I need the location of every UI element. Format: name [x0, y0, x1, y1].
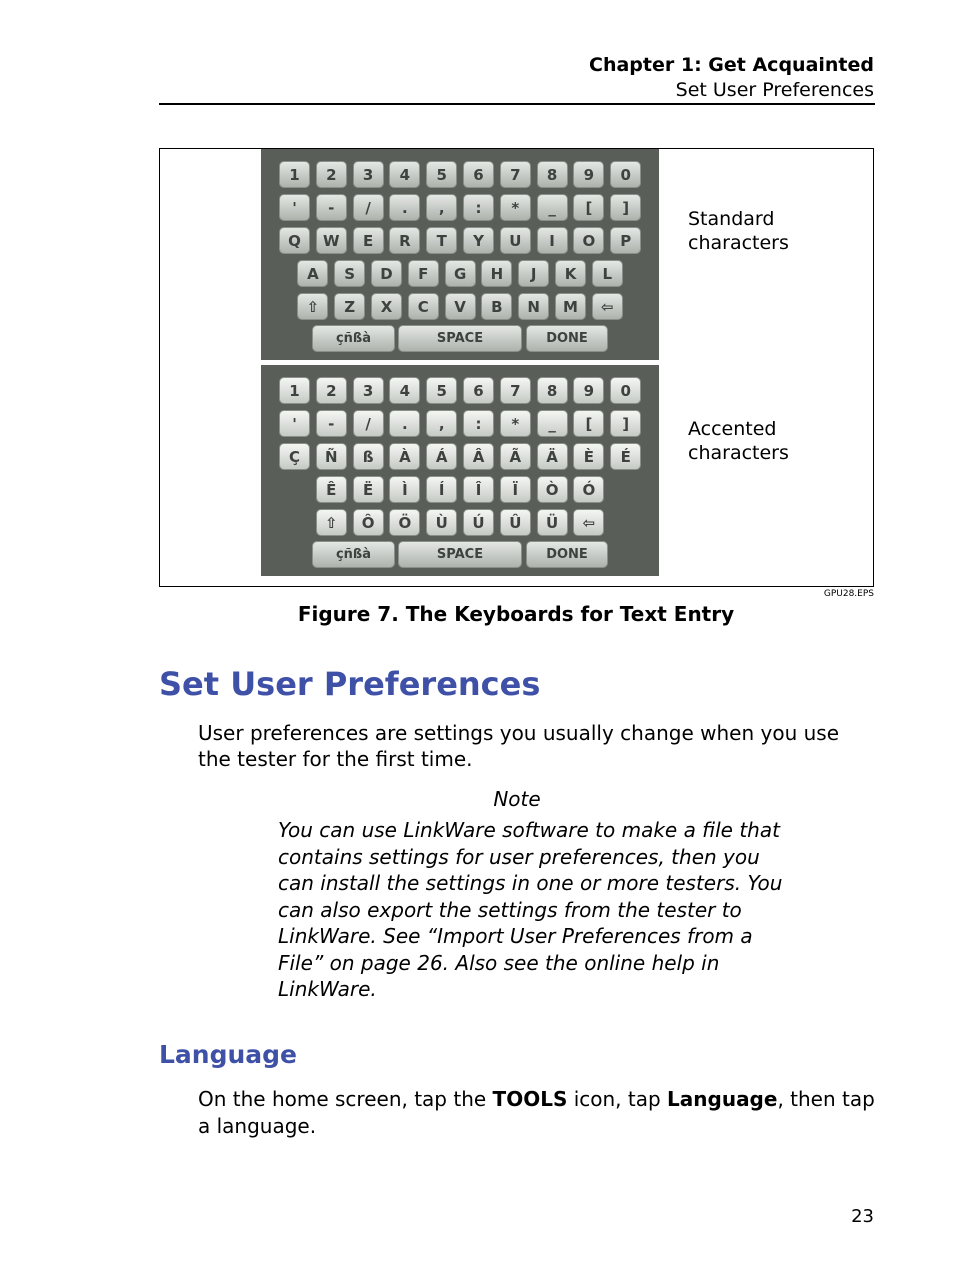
key: Á: [426, 443, 457, 470]
key: *: [500, 194, 531, 221]
key: ß: [353, 443, 384, 470]
key: 3: [353, 377, 384, 404]
key: W: [316, 227, 347, 254]
key: 9: [573, 161, 604, 188]
accents-key: çñßà: [312, 541, 395, 568]
key: Î: [463, 476, 494, 503]
key: 0: [610, 161, 641, 188]
backspace-key: ⇦: [592, 293, 623, 320]
key: T: [426, 227, 457, 254]
shift-key: ⇧: [316, 509, 347, 536]
key: U: [500, 227, 531, 254]
key: Ë: [353, 476, 384, 503]
key: P: [610, 227, 641, 254]
key: Ñ: [316, 443, 347, 470]
key: ]: [610, 194, 641, 221]
key: 1: [279, 161, 310, 188]
key: N: [518, 293, 549, 320]
key: _: [537, 410, 568, 437]
key: I: [537, 227, 568, 254]
key: 9: [573, 377, 604, 404]
running-header: [589, 52, 874, 102]
key: ': [279, 194, 310, 221]
key: /: [353, 194, 384, 221]
language-term: Language: [667, 1087, 778, 1111]
key: ]: [610, 410, 641, 437]
key: Q: [279, 227, 310, 254]
key: [: [573, 194, 604, 221]
key: Ò: [537, 476, 568, 503]
key: Y: [463, 227, 494, 254]
key: 4: [389, 161, 420, 188]
note-body: You can use LinkWare software to make a file that contains settings for user preferences, then you can install the settings in one or more testers. You can also export the settings from the tester to LinkWare. See “Import User Preferences from a File” on page 26. Also see the online help in LinkWare.: [278, 818, 783, 1001]
key: Ó: [573, 476, 604, 503]
key: .: [389, 410, 420, 437]
key: V: [445, 293, 476, 320]
key: [: [573, 410, 604, 437]
key: -: [316, 194, 347, 221]
key: 3: [353, 161, 384, 188]
key: 6: [463, 377, 494, 404]
key: F: [408, 260, 439, 287]
done-key: DONE: [526, 325, 608, 352]
heading-language: Language: [159, 1040, 298, 1069]
key: Ô: [353, 509, 384, 536]
key: O: [573, 227, 604, 254]
key: :: [463, 410, 494, 437]
key: À: [389, 443, 420, 470]
key: È: [573, 443, 604, 470]
done-key: DONE: [526, 541, 608, 568]
note-title: Note: [493, 787, 541, 811]
space-key: SPACE: [398, 325, 522, 352]
key: D: [371, 260, 402, 287]
key: J: [518, 260, 549, 287]
key: R: [389, 227, 420, 254]
space-key: SPACE: [398, 541, 522, 568]
key: *: [500, 410, 531, 437]
key: ': [279, 410, 310, 437]
key: 1: [279, 377, 310, 404]
figure-caption: Figure 7. The Keyboards for Text Entry: [297, 602, 735, 626]
key: 8: [537, 161, 568, 188]
key: _: [537, 194, 568, 221]
key: /: [353, 410, 384, 437]
key: 6: [463, 161, 494, 188]
key: 5: [426, 377, 457, 404]
key: 7: [500, 161, 531, 188]
key: Ê: [316, 476, 347, 503]
key: .: [389, 194, 420, 221]
key: Z: [334, 293, 365, 320]
section-title: Set User Preferences: [675, 79, 874, 101]
key: 5: [426, 161, 457, 188]
key: 0: [610, 377, 641, 404]
key: ,: [426, 194, 457, 221]
key: Ã: [500, 443, 531, 470]
key: Â: [463, 443, 494, 470]
key: Ú: [463, 509, 494, 536]
key: 2: [316, 377, 347, 404]
key: B: [481, 293, 512, 320]
key: -: [316, 410, 347, 437]
key: 2: [316, 161, 347, 188]
key: Í: [426, 476, 457, 503]
page-number: 23: [851, 1206, 874, 1227]
key: 8: [537, 377, 568, 404]
key: M: [555, 293, 586, 320]
key: K: [555, 260, 586, 287]
key: S: [334, 260, 365, 287]
label-standard: Standard characters: [688, 208, 789, 254]
heading-set-user-preferences: Set User Preferences: [159, 665, 541, 703]
tools-term: TOOLS: [492, 1087, 568, 1111]
key: :: [463, 194, 494, 221]
key: X: [371, 293, 402, 320]
key: ,: [426, 410, 457, 437]
key: 4: [389, 377, 420, 404]
accents-key: çñßà: [312, 325, 395, 352]
label-accented: Accented characters: [688, 418, 789, 464]
language-paragraph: On the home screen, tap the TOOLS icon, tap Language, then tap a language.: [198, 1087, 875, 1138]
key: E: [353, 227, 384, 254]
standard-keyboard: [261, 149, 659, 360]
key: L: [592, 260, 623, 287]
intro-paragraph: User preferences are settings you usually change when you use the tester for the first time.: [198, 721, 840, 771]
chapter-title: Chapter 1: Get Acquainted: [589, 54, 874, 76]
key: C: [408, 293, 439, 320]
header-rule: [159, 103, 875, 105]
key: 7: [500, 377, 531, 404]
key: H: [481, 260, 512, 287]
key: Û: [500, 509, 531, 536]
key: G: [445, 260, 476, 287]
key: Ä: [537, 443, 568, 470]
key: Ï: [500, 476, 531, 503]
key: Ì: [389, 476, 420, 503]
key: É: [610, 443, 641, 470]
accented-keyboard: [261, 365, 659, 576]
key: Ç: [279, 443, 310, 470]
key: Ö: [389, 509, 420, 536]
figure-id: GPU28.EPS: [823, 589, 874, 599]
key: Ù: [426, 509, 457, 536]
key: A: [297, 260, 328, 287]
backspace-key: ⇦: [573, 509, 604, 536]
shift-key: ⇧: [297, 293, 328, 320]
key: Ü: [537, 509, 568, 536]
